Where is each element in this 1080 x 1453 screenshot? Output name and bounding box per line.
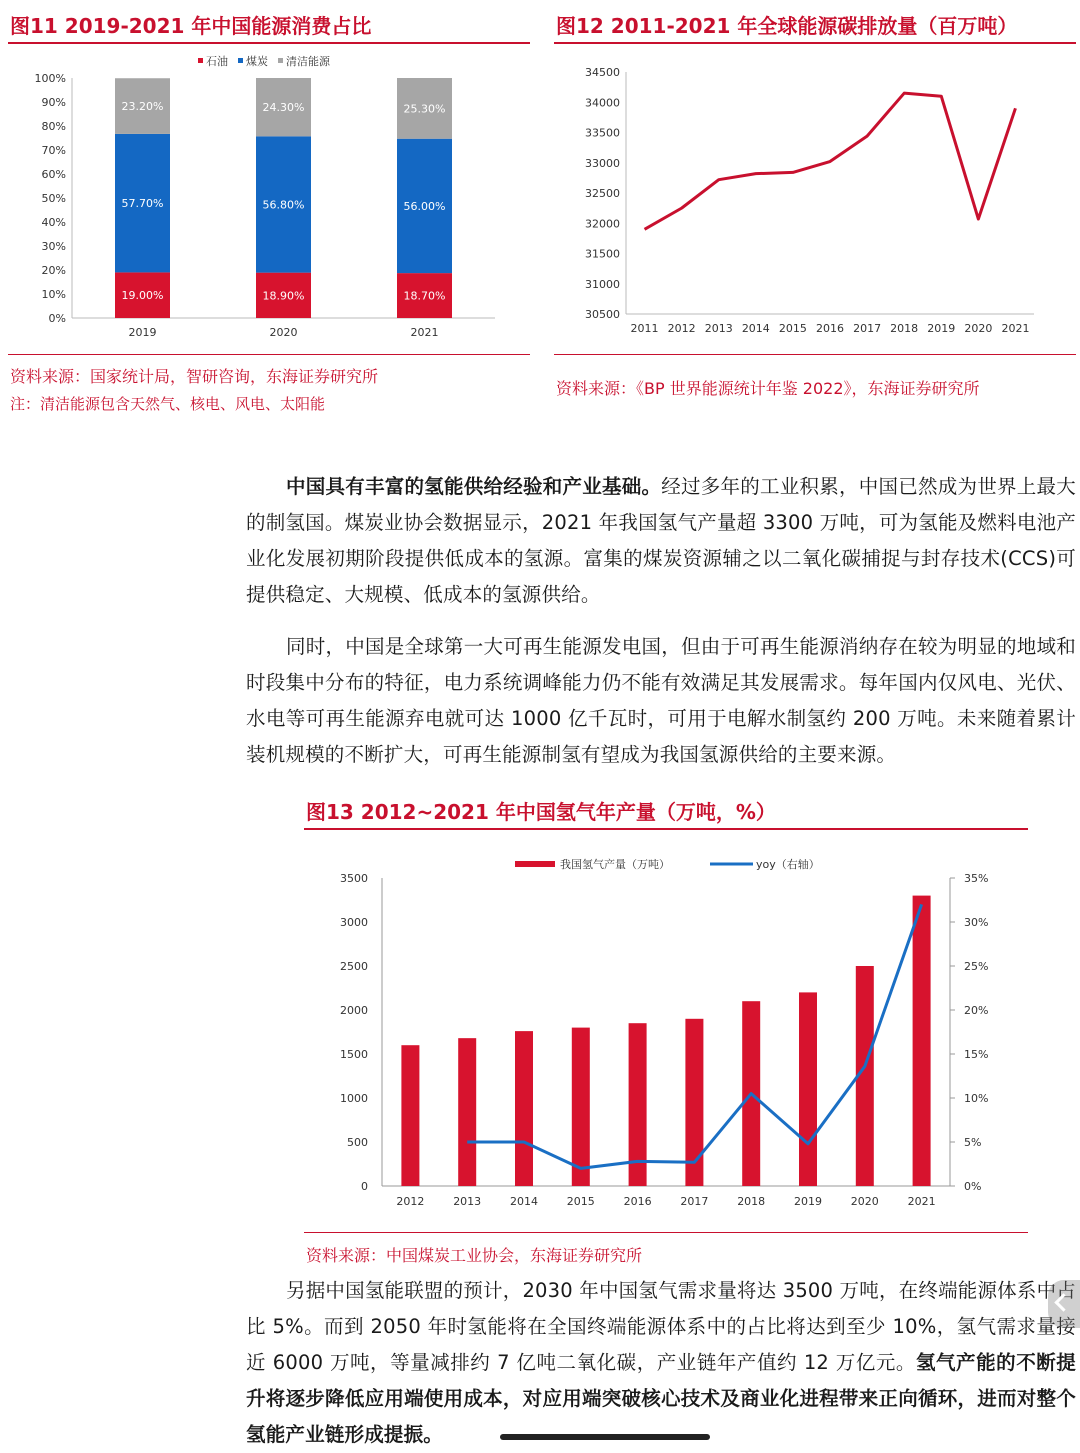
bar bbox=[913, 896, 931, 1186]
fig12-bottom-rule bbox=[554, 354, 1076, 355]
paragraph-3-bold: 氢气产能的不断提升将逐步降低应用端使用成本，对应用端突破核心技术及商业化进程带来正向循环，进而对整个氢能产业链形成提振。 bbox=[246, 1351, 1076, 1446]
y-tick-label: 10% bbox=[41, 288, 66, 301]
fig11-bottom-rule bbox=[8, 354, 530, 355]
y-tick-label: 80% bbox=[41, 120, 66, 133]
y-left-tick-label: 2500 bbox=[340, 960, 368, 973]
y-tick-label: 40% bbox=[41, 216, 66, 229]
data-label: 18.90% bbox=[262, 289, 305, 303]
x-tick-label: 2014 bbox=[741, 322, 770, 335]
y-tick-label: 34500 bbox=[585, 66, 620, 79]
y-right-tick-label: 15% bbox=[964, 1048, 989, 1061]
y-right-tick-label: 30% bbox=[964, 916, 989, 929]
fig11-chart bbox=[10, 50, 525, 350]
fig11-title: 图11 2019-2021 年中国能源消费占比 bbox=[10, 14, 372, 38]
legend-label: 清洁能源 bbox=[286, 55, 330, 68]
x-tick-label: 2020 bbox=[269, 326, 298, 339]
x-tick-label: 2016 bbox=[816, 322, 844, 335]
y-left-tick-label: 500 bbox=[347, 1136, 368, 1149]
home-indicator[interactable] bbox=[500, 1434, 710, 1440]
bar bbox=[515, 1031, 533, 1186]
y-tick-label: 31000 bbox=[585, 277, 620, 291]
x-tick-label: 2011 bbox=[630, 322, 659, 335]
legend-label: yoy（右轴） bbox=[756, 858, 820, 871]
y-left-tick-label: 1000 bbox=[340, 1092, 368, 1105]
x-tick-label: 2019 bbox=[794, 1195, 822, 1208]
y-right-tick-label: 5% bbox=[964, 1136, 982, 1149]
y-tick-label: 30% bbox=[41, 240, 66, 253]
paragraph-1 bbox=[246, 469, 1076, 613]
y-tick-label: 32000 bbox=[585, 217, 620, 231]
fig13-chart bbox=[310, 845, 1030, 1225]
y-tick-label: 60% bbox=[41, 168, 66, 181]
x-tick-label: 2019 bbox=[128, 326, 157, 339]
x-tick-label: 2015 bbox=[778, 322, 807, 335]
y-left-tick-label: 0 bbox=[361, 1180, 368, 1193]
y-tick-label: 33000 bbox=[585, 156, 620, 170]
paragraph-1-text: 经过多年的工业积累，中国已然成为世界上最大的制氢国。煤炭业协会数据显示，2021 年我国氢气产量超 3300 万吨，可为氢能及燃料电池产业化发展初期阶段提供低成本的氢源。富集的煤炭资源辅之以二氧化碳捕捉与封存技术(CCS)可提供稳定、大规模、低成本的氢源供给。 bbox=[246, 475, 1076, 606]
y-tick-label: 20% bbox=[41, 264, 66, 277]
series-line bbox=[645, 93, 1016, 229]
fig13-title-rule bbox=[304, 828, 1028, 830]
y-tick-label: 32500 bbox=[585, 187, 620, 200]
legend-swatch-bar bbox=[515, 861, 555, 867]
data-label: 18.70% bbox=[403, 289, 446, 303]
y-tick-label: 34000 bbox=[585, 96, 620, 110]
x-tick-label: 2019 bbox=[927, 322, 956, 335]
x-tick-label: 2012 bbox=[667, 322, 696, 335]
y-left-tick-label: 2000 bbox=[340, 1004, 368, 1017]
y-tick-label: 31500 bbox=[585, 247, 620, 261]
x-tick-label: 2020 bbox=[850, 1195, 879, 1208]
y-right-tick-label: 10% bbox=[964, 1092, 989, 1105]
data-label: 56.80% bbox=[262, 198, 305, 212]
x-tick-label: 2021 bbox=[1001, 322, 1030, 335]
y-tick-label: 70% bbox=[41, 144, 66, 157]
fig13-source: 资料来源：中国煤炭工业协会，东海证券研究所 bbox=[306, 1246, 643, 1265]
fig11-note: 注：清洁能源包含天然气、核电、风电、太阳能 bbox=[10, 395, 326, 413]
fig12-title-rule bbox=[554, 42, 1076, 44]
paragraph-1-bold: 中国具有丰富的氢能供给经验和产业基础。 bbox=[286, 475, 662, 498]
x-tick-label: 2017 bbox=[680, 1195, 709, 1208]
data-label: 25.30% bbox=[403, 102, 446, 116]
bar bbox=[458, 1038, 476, 1186]
bar bbox=[799, 992, 817, 1186]
y-left-tick-label: 3000 bbox=[340, 916, 368, 929]
legend-label: 煤炭 bbox=[246, 55, 268, 68]
bar bbox=[572, 1028, 590, 1186]
fig12-title: 图12 2011-2021 年全球能源碳排放量（百万吨） bbox=[556, 14, 1018, 38]
x-tick-label: 2018 bbox=[737, 1195, 766, 1208]
y-tick-label: 90% bbox=[41, 96, 66, 109]
legend-swatch bbox=[238, 58, 243, 63]
x-tick-label: 2013 bbox=[453, 1195, 482, 1208]
x-tick-label: 2016 bbox=[623, 1195, 652, 1208]
y-left-tick-label: 1500 bbox=[340, 1048, 368, 1061]
y-right-tick-label: 35% bbox=[964, 872, 989, 885]
x-tick-label: 2017 bbox=[853, 322, 882, 335]
paragraph-3-text: 另据中国氢能联盟的预计，2030 年中国氢气需求量将达 3500 万吨，在终端能源体系中占比 5%。而到 2050 年时氢能将在全国终端能源体系中的占比将达到至少 10%，氢气需求量接近 6000 万吨，等量减排约 7 亿吨二氧化碳，产业链年产值约 12 万亿元。 bbox=[246, 1279, 1076, 1374]
data-label: 57.70% bbox=[121, 197, 164, 211]
x-tick-label: 2015 bbox=[566, 1195, 595, 1208]
y-tick-label: 30500 bbox=[585, 308, 620, 321]
y-left-tick-label: 3500 bbox=[340, 872, 368, 885]
paragraph-2-text: 同时，中国是全球第一大可再生能源发电国，但由于可再生能源消纳存在较为明显的地域和时段集中分布的特征，电力系统调峰能力仍不能有效满足其发展需求。每年国内仅风电、光伏、水电等可再生能源弃电就可达 1000 亿千瓦时，可用于电解水制氢约 200 万吨。未来随着累计装机规模的不断扩大，可再生能源制氢有望成为我国氢源供给的主要来源。 bbox=[246, 635, 1076, 766]
data-label: 56.00% bbox=[403, 199, 446, 213]
y-tick-label: 100% bbox=[34, 72, 66, 85]
fig13-bottom-rule bbox=[304, 1232, 1028, 1233]
legend-swatch bbox=[278, 58, 283, 63]
y-right-tick-label: 0% bbox=[964, 1180, 982, 1193]
collapse-side-button[interactable] bbox=[1048, 1280, 1080, 1328]
y-tick-label: 50% bbox=[41, 192, 66, 205]
data-label: 23.20% bbox=[121, 100, 164, 114]
x-tick-label: 2013 bbox=[704, 322, 733, 335]
data-label: 24.30% bbox=[262, 101, 305, 115]
y-right-tick-label: 20% bbox=[964, 1004, 989, 1017]
x-tick-label: 2020 bbox=[964, 322, 993, 335]
legend-label: 我国氢气产量（万吨） bbox=[560, 858, 670, 871]
x-tick-label: 2012 bbox=[396, 1195, 425, 1208]
legend-label: 石油 bbox=[206, 55, 228, 68]
bar bbox=[401, 1045, 419, 1186]
x-tick-label: 2021 bbox=[907, 1195, 936, 1208]
y-tick-label: 0% bbox=[48, 312, 66, 325]
y-tick-label: 33500 bbox=[585, 126, 620, 140]
legend-swatch bbox=[198, 58, 203, 63]
x-tick-label: 2018 bbox=[890, 322, 919, 335]
fig13-title: 图13 2012~2021 年中国氢气年产量（万吨，%） bbox=[306, 800, 776, 824]
x-tick-label: 2021 bbox=[410, 326, 439, 339]
x-tick-label: 2014 bbox=[510, 1195, 538, 1208]
fig11-source: 资料来源：国家统计局，智研咨询，东海证券研究所 bbox=[10, 367, 379, 386]
y-right-tick-label: 25% bbox=[964, 960, 989, 973]
fig11-title-rule bbox=[8, 42, 530, 44]
paragraph-3 bbox=[246, 1273, 1076, 1453]
fig12-chart bbox=[556, 55, 1076, 345]
fig12-source: 资料来源：《BP 世界能源统计年鉴 2022》，东海证券研究所 bbox=[556, 379, 980, 398]
paragraph-2 bbox=[246, 629, 1076, 773]
chevron-left-icon bbox=[1054, 1293, 1072, 1311]
data-label: 19.00% bbox=[121, 289, 164, 303]
